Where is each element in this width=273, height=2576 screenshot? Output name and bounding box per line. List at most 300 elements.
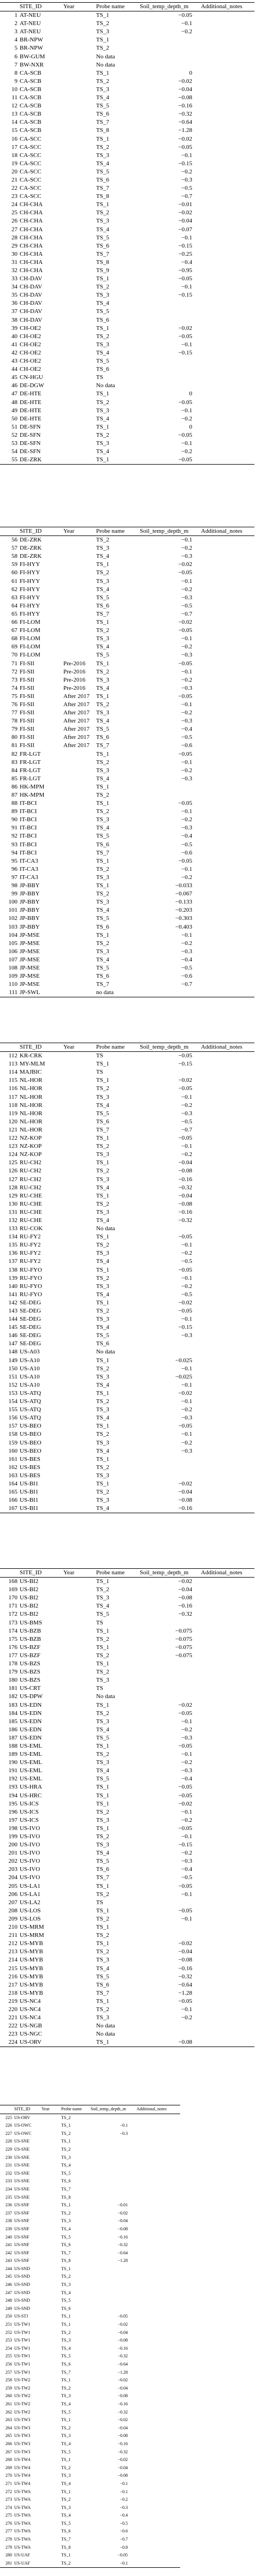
- cell-soil-temp-depth: −0.1: [120, 2560, 128, 2566]
- cell-additional-notes: [135, 2560, 180, 2568]
- cell-soil-temp-depth: −0.7: [181, 1126, 192, 1133]
- cell-year: [40, 2273, 60, 2281]
- cell-probe-name: TS_5: [96, 1973, 109, 1980]
- cell-probe-name: TS_3: [96, 1816, 109, 1823]
- cell-row-index: 262: [5, 2409, 12, 2415]
- cell-probe-name: TS_4: [96, 1505, 109, 1512]
- cell-additional-notes: [200, 750, 254, 759]
- cell-row-index: 272: [5, 2489, 12, 2494]
- cell-soil-temp-depth: −0.2: [120, 2497, 128, 2502]
- cell-year: [62, 1907, 95, 1915]
- cell-soil-temp-depth: −0.1: [181, 1365, 192, 1372]
- cell-year: [62, 258, 95, 267]
- cell-site-id: CH-CHA: [20, 201, 43, 208]
- cell-additional-notes: [135, 2527, 180, 2536]
- cell-site-id: FI-SII: [20, 701, 34, 708]
- cell-row-index: 52: [11, 431, 17, 438]
- cell-site-id: US-EML: [20, 1767, 42, 1774]
- table-row: [0, 1891, 254, 1899]
- cell-row-index: 248: [5, 2298, 12, 2303]
- cell-year: [62, 610, 95, 618]
- cell-site-id: US-EDN: [20, 1710, 42, 1717]
- cell-additional-notes: [200, 2014, 254, 2022]
- cell-site-id: US-BMS: [20, 1619, 42, 1626]
- cell-year: [62, 1068, 95, 1076]
- cell-row-index: 136: [8, 1250, 17, 1257]
- cell-site-id: AT-NEU: [20, 20, 41, 27]
- cell-additional-notes: [200, 1422, 254, 1430]
- cell-additional-notes: [135, 2281, 180, 2289]
- cell-soil-temp-depth: [90, 2281, 135, 2289]
- cell-soil-temp-depth: −0.16: [178, 1965, 192, 1972]
- cell-year: [62, 1841, 95, 1849]
- cell-row-index: 166: [8, 1497, 17, 1504]
- cell-probe-name: TS_2: [96, 1167, 109, 1175]
- column-header-row-index: [0, 1043, 19, 1052]
- table-row: [0, 849, 254, 857]
- cell-probe-name: TS_5: [96, 308, 109, 315]
- cell-probe-name: TS_3: [96, 341, 109, 348]
- table-row: [0, 258, 254, 267]
- cell-year: [62, 1594, 95, 1602]
- cell-soil-temp-depth: [90, 2154, 135, 2162]
- cell-row-index: 37: [11, 308, 17, 315]
- cell-probe-name: TS_4: [96, 718, 109, 725]
- cell-site-id: US-SND: [14, 2298, 30, 2303]
- cell-soil-temp-depth: [139, 1225, 200, 1233]
- cell-row-index: 218: [8, 1989, 17, 1996]
- cell-probe-name: TS_3: [96, 676, 109, 683]
- cell-site-id: US-MYB: [20, 1973, 43, 1980]
- cell-row-index: 70: [11, 652, 17, 659]
- table-row: [0, 783, 254, 791]
- cell-site-id: BW-NXR: [20, 61, 44, 68]
- cell-row-index: 17: [11, 143, 17, 151]
- cell-probe-name: TS_4: [96, 415, 109, 422]
- column-header-row-index: [0, 1569, 19, 1578]
- cell-soil-temp-depth: −0.5: [181, 1874, 192, 1881]
- table-row: [0, 160, 254, 168]
- cell-additional-notes: [200, 1833, 254, 1841]
- table-row: [0, 2225, 180, 2234]
- table-row: [0, 2376, 180, 2385]
- cell-additional-notes: [200, 1315, 254, 1323]
- cell-year: [40, 2440, 60, 2448]
- cell-probe-name: TS_5: [61, 2170, 71, 2176]
- cell-soil-temp-depth: −0.05: [117, 2553, 128, 2558]
- cell-soil-temp-depth: −0.2: [181, 643, 192, 651]
- cell-additional-notes: [135, 2289, 180, 2297]
- cell-year: [40, 2130, 60, 2138]
- cell-year: [62, 1266, 95, 1274]
- cell-additional-notes: [135, 2297, 180, 2305]
- cell-site-id: US-UAF: [14, 2560, 30, 2566]
- cell-row-index: 185: [8, 1718, 17, 1725]
- cell-site-id: US-SND: [14, 2282, 30, 2288]
- cell-probe-name: TS_5: [96, 103, 109, 110]
- cell-soil-temp-depth: −0.05: [178, 333, 192, 340]
- cell-row-index: 61: [11, 577, 17, 585]
- cell-soil-temp-depth: −1.28: [117, 2369, 128, 2375]
- cell-year: [62, 586, 95, 594]
- cell-site-id: BR-NPW: [20, 37, 43, 44]
- table-row: [0, 2234, 180, 2242]
- cell-site-id: FI-HYY: [20, 602, 40, 609]
- cell-additional-notes: [200, 824, 254, 832]
- cell-soil-temp-depth: −0.1: [181, 284, 192, 291]
- cell-probe-name: TS_4: [96, 586, 109, 593]
- cell-soil-temp-depth: −0.04: [117, 2385, 128, 2391]
- cell-year: [62, 192, 95, 201]
- cell-site-id: FR-LGT: [20, 759, 41, 766]
- cell-site-id: US-TW1: [14, 2322, 31, 2327]
- cell-soil-temp-depth: −0.08: [178, 94, 192, 101]
- table-row: [0, 693, 254, 701]
- cell-probe-name: TS_8: [61, 2544, 71, 2550]
- cell-soil-temp-depth: −0.32: [178, 1973, 192, 1980]
- cell-probe-name: TS_5: [96, 726, 109, 733]
- cell-soil-temp-depth: −0.05: [178, 627, 192, 634]
- cell-row-index: 183: [8, 1701, 17, 1708]
- cell-probe-name: TS_1: [61, 2139, 71, 2144]
- cell-year: [62, 1800, 95, 1808]
- cell-probe-name: TS_7: [61, 2250, 71, 2255]
- table-row: [0, 684, 254, 693]
- cell-year: [62, 1192, 95, 1200]
- cell-additional-notes: [200, 1816, 254, 1825]
- cell-additional-notes: [200, 431, 254, 440]
- cell-site-id: NZ-KOP: [20, 1143, 42, 1150]
- cell-year: [62, 849, 95, 857]
- cell-soil-temp-depth: −0.3: [181, 1332, 192, 1339]
- cell-additional-notes: [200, 1257, 254, 1266]
- cell-site-id: CA-SCC: [20, 160, 41, 167]
- cell-additional-notes: [200, 283, 254, 291]
- cell-year: [40, 2504, 60, 2512]
- cell-probe-name: TS_6: [96, 1118, 109, 1125]
- table-row: [0, 1833, 254, 1841]
- cell-soil-temp-depth: −0.1: [181, 1093, 192, 1100]
- cell-year: [62, 357, 95, 365]
- cell-soil-temp-depth: −0.2: [181, 2014, 192, 2021]
- cell-probe-name: TS_3: [96, 709, 109, 717]
- cell-year: [62, 94, 95, 102]
- cell-year: [40, 2480, 60, 2488]
- cell-year: [62, 390, 95, 398]
- column-header-soil-temp-depth: Soil_temp_depth_m: [140, 1569, 189, 1576]
- table-row: [0, 226, 254, 234]
- cell-soil-temp-depth: [139, 299, 200, 308]
- cell-year: [40, 2352, 60, 2361]
- cell-soil-temp-depth: −0.02: [117, 2457, 128, 2463]
- cell-soil-temp-depth: −0.04: [178, 218, 192, 225]
- cell-soil-temp-depth: [139, 1472, 200, 1480]
- cell-probe-name: TS_7: [96, 849, 109, 856]
- cell-year: [62, 989, 95, 997]
- cell-additional-notes: [135, 2130, 180, 2138]
- cell-year: [40, 2234, 60, 2242]
- cell-year: [62, 118, 95, 127]
- cell-site-id: US-A03: [20, 1349, 40, 1356]
- cell-probe-name: TS_4: [96, 160, 109, 167]
- table-row: [0, 2122, 180, 2130]
- cell-year: After 2017: [63, 693, 90, 700]
- cell-soil-temp-depth: −0.203: [175, 907, 192, 914]
- cell-probe-name: TS_1: [96, 800, 109, 807]
- cell-additional-notes: [200, 20, 254, 28]
- cell-year: [62, 316, 95, 324]
- cell-probe-name: TS_1: [96, 1357, 109, 1364]
- cell-additional-notes: [200, 357, 254, 365]
- column-header-year: Year: [63, 3, 75, 10]
- cell-additional-notes: [200, 676, 254, 684]
- cell-additional-notes: [200, 234, 254, 242]
- cell-year: [40, 2345, 60, 2353]
- cell-additional-notes: [200, 841, 254, 849]
- cell-soil-temp-depth: −0.02: [117, 2378, 128, 2383]
- cell-probe-name: TS_1: [96, 1792, 109, 1799]
- cell-probe-name: TS_2: [96, 1143, 109, 1150]
- cell-year: [40, 2114, 60, 2122]
- cell-row-index: 129: [8, 1192, 17, 1199]
- cell-probe-name: TS_6: [61, 2306, 71, 2311]
- cell-row-index: 234: [5, 2186, 12, 2192]
- cell-additional-notes: [200, 1406, 254, 1414]
- cell-row-index: 143: [8, 1308, 17, 1314]
- cell-year: [62, 36, 95, 44]
- cell-year: [62, 374, 95, 382]
- cell-year: [40, 2400, 60, 2409]
- cell-year: [62, 1578, 95, 1586]
- cell-site-id: US-UAF: [14, 2553, 30, 2558]
- cell-row-index: 269: [5, 2465, 12, 2470]
- cell-year: Pre-2016: [63, 676, 86, 683]
- cell-site-id: JP-BBY: [20, 882, 40, 889]
- cell-year: [62, 1767, 95, 1775]
- cell-year: [40, 2488, 60, 2496]
- table-row: [0, 594, 254, 602]
- cell-soil-temp-depth: −0.02: [178, 561, 192, 568]
- cell-additional-notes: [200, 1693, 254, 1701]
- cell-probe-name: TS_7: [96, 185, 109, 192]
- cell-year: [62, 2038, 95, 2047]
- table-row: [0, 1865, 254, 1874]
- cell-soil-temp-depth: −0.1: [181, 1718, 192, 1725]
- cell-year: [40, 2122, 60, 2130]
- cell-soil-temp-depth: −0.1: [181, 1751, 192, 1758]
- cell-additional-notes: [200, 1093, 254, 1102]
- cell-soil-temp-depth: [139, 36, 200, 44]
- cell-soil-temp-depth: 0: [189, 423, 192, 430]
- cell-probe-name: TS_1: [61, 2378, 71, 2383]
- cell-year: [62, 242, 95, 250]
- cell-additional-notes: [200, 168, 254, 176]
- cell-additional-notes: [200, 217, 254, 225]
- table-row: [0, 660, 254, 668]
- cell-additional-notes: [135, 2456, 180, 2464]
- cell-additional-notes: [200, 2022, 254, 2030]
- cell-site-id: US-BZF: [20, 1644, 40, 1651]
- cell-additional-notes: [200, 1472, 254, 1480]
- cell-site-id: US-BI1: [20, 1480, 39, 1487]
- cell-row-index: 191: [8, 1767, 17, 1774]
- cell-soil-temp-depth: [139, 374, 200, 382]
- cell-soil-temp-depth: −0.1: [181, 234, 192, 241]
- cell-probe-name: TS: [96, 1052, 103, 1060]
- cell-site-id: US-SNE: [14, 2178, 30, 2184]
- cell-year: [62, 651, 95, 659]
- cell-year: [40, 2416, 60, 2424]
- table-row: [0, 1792, 254, 1800]
- cell-probe-name: TS_4: [96, 956, 109, 963]
- cell-soil-temp-depth: −0.1: [181, 577, 192, 585]
- cell-row-index: 111: [9, 989, 17, 996]
- cell-site-id: NL-HOR: [20, 1077, 43, 1084]
- cell-probe-name: TS_3: [96, 1718, 109, 1725]
- cell-row-index: 264: [5, 2425, 12, 2430]
- table-row: [0, 456, 254, 465]
- cell-year: [62, 1455, 95, 1464]
- cell-additional-notes: [135, 2138, 180, 2146]
- cell-additional-notes: [135, 2313, 180, 2321]
- cell-additional-notes: [200, 1825, 254, 1833]
- cell-site-id: CA-SCB: [20, 119, 41, 126]
- cell-soil-temp-depth: 0: [189, 69, 192, 76]
- cell-year: [62, 291, 95, 299]
- cell-probe-name: TS_3: [61, 2154, 71, 2160]
- cell-probe-name: TS_1: [96, 1299, 109, 1306]
- cell-site-id: US-TWA: [14, 2489, 31, 2494]
- cell-additional-notes: [200, 972, 254, 980]
- table-row: [0, 1225, 254, 1233]
- cell-row-index: 7: [14, 61, 17, 68]
- cell-soil-temp-depth: −0.5: [181, 602, 192, 609]
- cell-row-index: 38: [11, 316, 17, 323]
- cell-additional-notes: [200, 651, 254, 659]
- cell-soil-temp-depth: −0.05: [178, 800, 192, 807]
- cell-year: [62, 1965, 95, 1973]
- cell-year: [62, 865, 95, 874]
- cell-additional-notes: [200, 733, 254, 742]
- cell-year: Pre-2016: [63, 684, 86, 691]
- cell-site-id: US-SNF: [14, 2234, 29, 2240]
- table-row: [0, 2560, 180, 2568]
- table-row: [0, 1684, 254, 1693]
- cell-year: [62, 209, 95, 217]
- cell-probe-name: TS_5: [96, 234, 109, 241]
- cell-year: [62, 1627, 95, 1635]
- cell-additional-notes: [200, 594, 254, 602]
- cell-row-index: 261: [5, 2401, 12, 2406]
- cell-row-index: 252: [5, 2330, 12, 2335]
- cell-year: [40, 2376, 60, 2385]
- cell-additional-notes: [200, 349, 254, 357]
- cell-year: [62, 1931, 95, 1940]
- cell-additional-notes: [200, 1882, 254, 1891]
- table-row: [0, 2170, 180, 2178]
- cell-year: [62, 299, 95, 308]
- cell-row-index: 94: [11, 849, 17, 856]
- cell-soil-temp-depth: −0.05: [178, 431, 192, 438]
- cell-soil-temp-depth: −0.16: [117, 2441, 128, 2446]
- cell-additional-notes: [200, 382, 254, 390]
- cell-row-index: 122: [8, 1135, 17, 1142]
- cell-year: [40, 2520, 60, 2528]
- cell-year: [62, 1750, 95, 1759]
- cell-additional-notes: [200, 1652, 254, 1660]
- table-row: [0, 2177, 180, 2186]
- cell-site-id: US-BEO: [20, 1423, 41, 1430]
- cell-probe-name: TS_1: [96, 1784, 109, 1791]
- cell-site-id: IT-CA3: [20, 857, 38, 864]
- cell-site-id: AT-NEU: [20, 12, 41, 19]
- table-row: [0, 1923, 254, 1931]
- cell-year: [62, 1200, 95, 1208]
- cell-year: [62, 1504, 95, 1513]
- cell-site-id: US-OWC: [14, 2123, 32, 2128]
- cell-probe-name: TS_5: [96, 594, 109, 601]
- cell-additional-notes: [200, 1808, 254, 1816]
- cell-row-index: 4: [14, 37, 17, 44]
- cell-soil-temp-depth: −0.02: [178, 619, 192, 626]
- cell-year: [62, 1060, 95, 1068]
- cell-soil-temp-depth: −0.15: [178, 1061, 192, 1068]
- cell-year: [40, 2385, 60, 2393]
- cell-site-id: US-OWC: [14, 2130, 32, 2136]
- cell-year: [62, 602, 95, 610]
- table-row: [0, 1907, 254, 1915]
- cell-row-index: 151: [8, 1373, 17, 1380]
- cell-year: [62, 1619, 95, 1627]
- cell-row-index: 46: [11, 382, 17, 389]
- cell-additional-notes: [200, 258, 254, 267]
- cell-soil-temp-depth: −0.16: [178, 1176, 192, 1183]
- table-row: [0, 2162, 180, 2170]
- cell-soil-temp-depth: −0.07: [178, 226, 192, 233]
- cell-year: [62, 1710, 95, 1718]
- cell-soil-temp-depth: [139, 1619, 200, 1627]
- cell-soil-temp-depth: −0.15: [178, 160, 192, 167]
- cell-probe-name: TS_4: [96, 1850, 109, 1857]
- cell-probe-name: TS_2: [96, 333, 109, 340]
- cell-probe-name: no data: [96, 989, 114, 996]
- cell-row-index: 176: [8, 1644, 17, 1651]
- cell-year: [62, 1373, 95, 1381]
- table-row: [0, 1241, 254, 1249]
- cell-row-index: 9: [14, 77, 17, 85]
- cell-site-id: US-BZS: [20, 1677, 40, 1684]
- cell-year: [62, 1430, 95, 1439]
- cell-site-id: JP-MSE: [20, 948, 40, 955]
- column-header-row-index: [0, 527, 19, 536]
- cell-year: [40, 2536, 60, 2544]
- cell-row-index: 268: [5, 2457, 12, 2463]
- cell-site-id: CH-CHA: [20, 258, 43, 266]
- cell-probe-name: TS_1: [96, 69, 109, 76]
- table-row: [0, 1151, 254, 1159]
- table-row: [0, 1472, 254, 1480]
- cell-probe-name: TS_8: [61, 2194, 71, 2200]
- table-row: [0, 135, 254, 143]
- cell-year: [62, 824, 95, 832]
- table-row: [0, 676, 254, 684]
- table-row: [0, 86, 254, 94]
- cell-soil-temp-depth: [90, 2114, 135, 2122]
- cell-year: [62, 2006, 95, 2014]
- cell-row-index: 192: [8, 1775, 17, 1783]
- cell-row-index: 15: [11, 127, 17, 134]
- cell-site-id: US-A10: [20, 1373, 40, 1380]
